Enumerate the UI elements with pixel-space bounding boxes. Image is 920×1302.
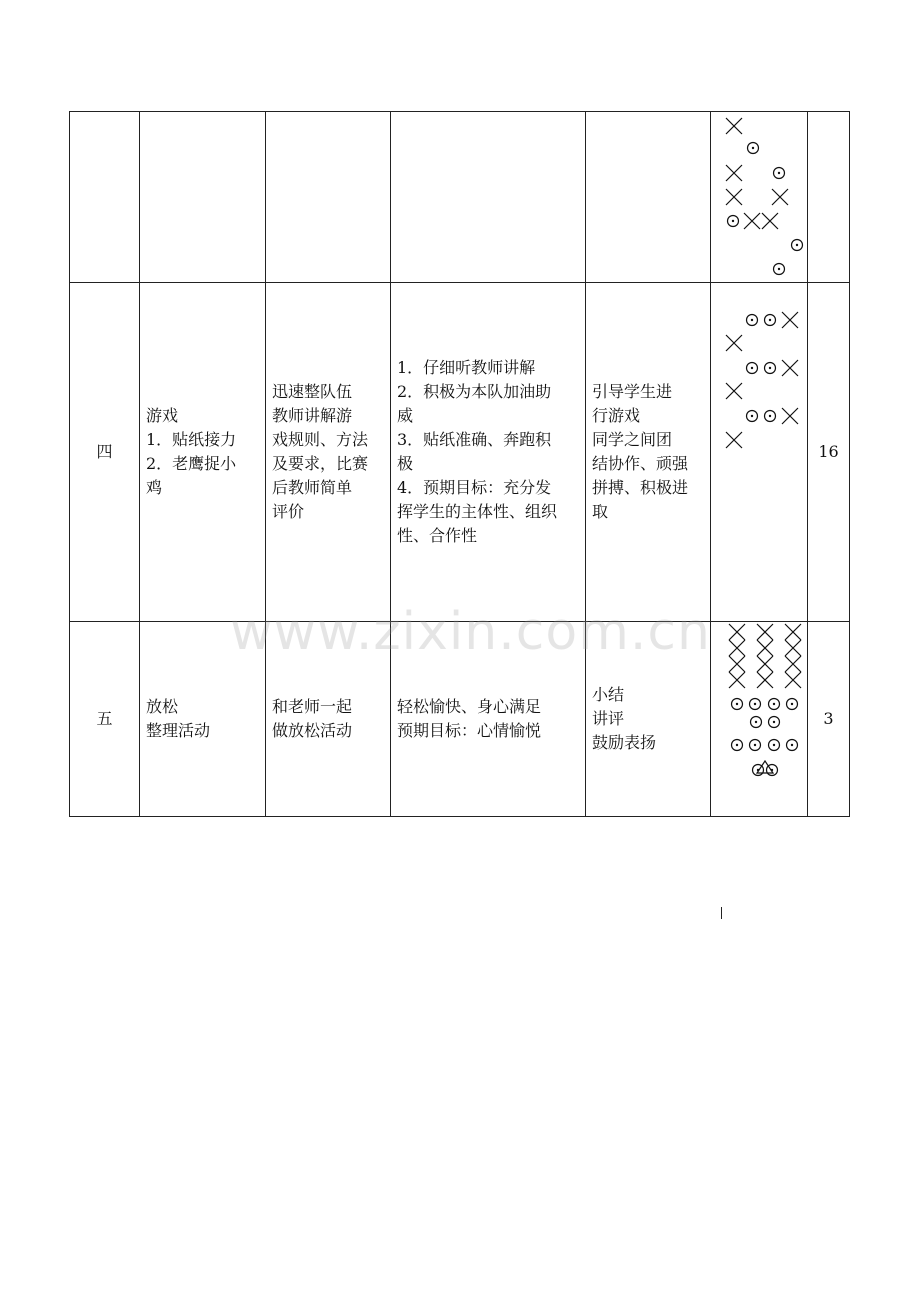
cross-mark-icon [726, 432, 742, 448]
text-line: 1．贴纸接力 [146, 430, 237, 449]
text-line: 引导学生进 [592, 382, 673, 401]
circled-dot-icon [732, 740, 743, 751]
student-cell [391, 283, 586, 622]
time-cell [808, 112, 850, 283]
cross-mark-icon [782, 312, 798, 328]
table-row [70, 622, 850, 817]
text-line: 预期目标：心情愉悦 [397, 721, 542, 740]
circled-dot-icon [769, 740, 780, 751]
text-line: 讲评 [592, 709, 625, 728]
formation-diagram [717, 112, 814, 282]
cross-mark-icon [744, 213, 760, 229]
cross-mark-icon [757, 640, 773, 656]
text-line: 威 [397, 406, 414, 425]
text-line: 4．预期目标：充分发 [397, 478, 552, 497]
seq-cell: 五 [70, 622, 140, 817]
circled-dot-icon [774, 168, 785, 179]
cross-mark-icon [729, 640, 745, 656]
requirements-cell [586, 283, 711, 622]
text-line: 放松 [146, 697, 179, 716]
text-line: 2．老鹰捉小 [146, 454, 237, 473]
text-line: 后教师简单 [272, 478, 353, 497]
text-line: 鸡 [146, 478, 163, 497]
text-line: 1．仔细听教师讲解 [397, 358, 536, 377]
circled-dot-icon [765, 363, 776, 374]
cross-mark-icon [757, 624, 773, 640]
teacher-triangle-icon [757, 761, 773, 773]
formation-cell [711, 622, 808, 817]
text-line: 取 [592, 502, 609, 521]
circled-dot-icon [750, 740, 761, 751]
text-line: 同学之间团 [592, 430, 673, 449]
seq-cell: 四 [70, 283, 140, 622]
text-line: 结协作、顽强 [592, 454, 689, 473]
watermark: www.zixin.com.cn [230, 602, 711, 662]
time-cell: 3 [808, 622, 850, 817]
cross-mark-icon [757, 656, 773, 672]
circled-dot-icon [787, 740, 798, 751]
teacher-cell [266, 622, 391, 817]
formation-diagram [717, 622, 814, 816]
text-line: 教师讲解游 [272, 406, 353, 425]
text-line: 行游戏 [592, 406, 641, 425]
cross-mark-icon [757, 672, 773, 688]
text-line: 轻松愉快、身心满足 [397, 697, 542, 716]
student-cell [391, 622, 586, 817]
text-line: 性、合作性 [397, 526, 478, 545]
circled-dot-icon [728, 216, 739, 227]
circled-dot-icon [765, 315, 776, 326]
lesson-plan-table [69, 111, 850, 817]
cross-mark-icon [785, 672, 801, 688]
cross-mark-icon [729, 672, 745, 688]
requirements-cell [586, 622, 711, 817]
cross-mark-icon [782, 360, 798, 376]
text-line: 小结 [592, 685, 625, 704]
text-line: 极 [397, 454, 414, 473]
stray-mark [721, 907, 722, 919]
table-row [70, 112, 850, 283]
cross-mark-icon [726, 189, 742, 205]
circled-dot-icon [765, 411, 776, 422]
cross-mark-icon [785, 656, 801, 672]
cross-mark-icon [785, 624, 801, 640]
circled-dot-icon [751, 717, 762, 728]
circled-dot-icon [769, 699, 780, 710]
cross-mark-icon [729, 656, 745, 672]
circled-dot-icon [747, 363, 758, 374]
text-line: 3．贴纸准确、奔跑积 [397, 430, 552, 449]
text-line: 戏规则、方法 [272, 430, 369, 449]
circled-dot-icon [767, 765, 778, 776]
circled-dot-icon [769, 717, 780, 728]
table-row [70, 283, 850, 622]
cross-mark-icon [782, 408, 798, 424]
circled-dot-icon [774, 264, 785, 275]
text-line: 鼓励表扬 [592, 733, 657, 752]
text-line: 做放松活动 [272, 721, 353, 740]
circled-dot-icon [748, 143, 759, 154]
formation-cell [711, 283, 808, 622]
formation-diagram [717, 283, 814, 621]
cross-mark-icon [726, 118, 742, 134]
text-line: 游戏 [146, 406, 179, 425]
student-cell [391, 112, 586, 283]
content-cell [140, 112, 266, 283]
cross-mark-icon [785, 640, 801, 656]
teacher-cell [266, 283, 391, 622]
circled-dot-icon [732, 699, 743, 710]
cross-mark-icon [762, 213, 778, 229]
teacher-cell [266, 112, 391, 283]
cross-mark-icon [726, 383, 742, 399]
formation-cell [711, 112, 808, 283]
text-line: 评价 [272, 502, 305, 521]
cross-mark-icon [729, 624, 745, 640]
seq-cell [70, 112, 140, 283]
text-line: 拼搏、积极进 [592, 478, 689, 497]
cross-mark-icon [772, 189, 788, 205]
circled-dot-icon [792, 240, 803, 251]
cross-mark-icon [726, 165, 742, 181]
circled-dot-icon [747, 315, 758, 326]
circled-dot-icon [747, 411, 758, 422]
time-cell: 16 [808, 283, 850, 622]
circled-dot-icon [787, 699, 798, 710]
text-line: 2．积极为本队加油助 [397, 382, 552, 401]
cross-mark-icon [726, 335, 742, 351]
text-line: 和老师一起 [272, 697, 353, 716]
text-line: 挥学生的主体性、组织 [397, 502, 558, 521]
content-cell [140, 283, 266, 622]
content-cell [140, 622, 266, 817]
text-line: 整理活动 [146, 721, 211, 740]
requirements-cell [586, 112, 711, 283]
text-line: 及要求，比赛 [272, 454, 369, 473]
text-line: 迅速整队伍 [272, 382, 353, 401]
circled-dot-icon [750, 699, 761, 710]
